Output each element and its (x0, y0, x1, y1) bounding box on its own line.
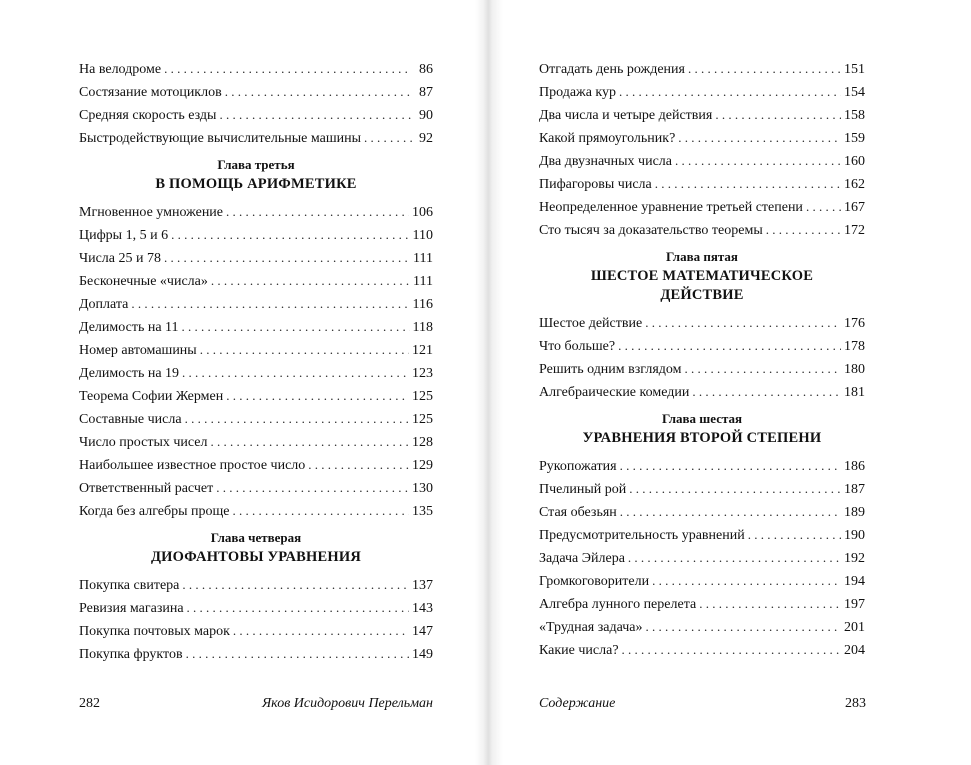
dot-leader (187, 596, 409, 620)
toc-entry (79, 453, 433, 476)
chapter-title-line: УРАВНЕНИЯ ВТОРОЙ СТЕПЕНИ (582, 430, 822, 446)
toc-entry (79, 223, 433, 246)
toc-entry (79, 126, 433, 149)
dot-leader (171, 223, 409, 247)
toc-entry-title: «Трудная задача» (539, 620, 643, 635)
dot-leader (618, 334, 841, 358)
dot-leader (619, 80, 841, 104)
toc-entry-page: 158 (844, 108, 865, 123)
toc-entry (79, 596, 433, 619)
toc-entry-page: 194 (844, 574, 865, 589)
left-page-number: 282 (79, 696, 100, 711)
toc-entry (79, 200, 433, 223)
toc-entry-title: Какие числа? (539, 643, 619, 658)
toc-entry (539, 218, 865, 241)
right-toc (539, 57, 865, 661)
chapter-label: Глава третья (217, 157, 295, 172)
right-page-number: 283 (845, 696, 866, 711)
dot-leader (216, 476, 409, 500)
toc-entry (539, 126, 865, 149)
toc-entry (539, 500, 865, 523)
chapter-title-line: ДИОФАНТОВЫ УРАВНЕНИЯ (150, 549, 362, 565)
toc-entry-page: 172 (844, 223, 865, 238)
toc-entry-title: Что больше? (539, 339, 616, 354)
toc-entry-title: Составные числа (79, 412, 182, 427)
dot-leader (131, 292, 409, 316)
toc-entry-page: 147 (412, 624, 433, 639)
running-head-section: Содержание (539, 696, 616, 711)
dot-leader (655, 172, 841, 196)
dot-leader (628, 546, 841, 570)
toc-entry-page: 90 (419, 108, 433, 123)
toc-entry-title: Неопределенное уравнение третьей степени (539, 200, 803, 215)
dot-leader (182, 315, 410, 339)
dot-leader (233, 499, 410, 523)
toc-entry (79, 573, 433, 596)
toc-entry-page: 201 (844, 620, 865, 635)
dot-leader (692, 380, 841, 404)
dot-leader (766, 218, 841, 242)
toc-entry-page: 125 (412, 389, 433, 404)
toc-entry (79, 499, 433, 522)
dot-leader (226, 384, 409, 408)
toc-entry (79, 103, 433, 126)
dot-leader (308, 453, 409, 477)
toc-entry-page: 111 (413, 251, 433, 266)
toc-entry-page: 125 (412, 412, 433, 427)
dot-leader (806, 195, 841, 219)
toc-entry-title: Пифагоровы числа (539, 177, 652, 192)
dot-leader (211, 430, 410, 454)
toc-entry-title: Громкоговорители (539, 574, 650, 589)
dot-leader (164, 57, 412, 81)
toc-entry-title: Какой прямоугольник? (539, 131, 676, 146)
chapter-title (79, 548, 433, 567)
dot-leader (684, 357, 841, 381)
toc-entry-page: 204 (844, 643, 865, 658)
toc-entry-page: 189 (844, 505, 865, 520)
toc-entry (539, 638, 865, 661)
toc-entry-title: Числа 25 и 78 (79, 251, 161, 266)
toc-entry (539, 172, 865, 195)
toc-entry (79, 269, 433, 292)
toc-entry (79, 57, 433, 80)
toc-entry (79, 619, 433, 642)
toc-entry (539, 357, 865, 380)
dot-leader (699, 592, 841, 616)
toc-entry (79, 642, 433, 665)
dot-leader (233, 619, 409, 643)
toc-entry (539, 311, 865, 334)
chapter-label: Глава пятая (666, 249, 738, 264)
toc-entry (539, 592, 865, 615)
toc-entry (79, 292, 433, 315)
toc-entry-page: 154 (844, 85, 865, 100)
dot-leader (200, 338, 409, 362)
toc-entry-page: 123 (412, 366, 433, 381)
chapter-title-line: ДЕЙСТВИЕ (660, 287, 744, 303)
toc-entry-page: 167 (844, 200, 865, 215)
toc-entry-page: 116 (412, 297, 433, 312)
left-page (0, 0, 485, 765)
toc-entry-title: Состязание мотоциклов (79, 85, 222, 100)
toc-entry (539, 546, 865, 569)
toc-entry-title: Делимость на 19 (79, 366, 180, 381)
left-toc (79, 57, 433, 665)
dot-leader (182, 573, 409, 597)
dot-leader (646, 615, 842, 639)
toc-entry-title: Доплата (79, 297, 129, 312)
toc-entry-title: Номер автомашины (79, 343, 197, 358)
dot-leader (629, 477, 841, 501)
toc-entry-page: 135 (412, 504, 433, 519)
toc-entry-page: 151 (844, 62, 865, 77)
toc-entry (539, 477, 865, 500)
dot-leader (226, 200, 409, 224)
toc-entry-title: Сто тысяч за доказательство теоремы (539, 223, 763, 238)
toc-entry-page: 190 (844, 528, 865, 543)
toc-entry-title: Шестое действие (539, 316, 643, 331)
toc-entry-page: 180 (844, 362, 865, 377)
dot-leader (620, 500, 841, 524)
dot-leader (219, 103, 412, 127)
dot-leader (182, 361, 409, 385)
toc-entry-title: Два двузначных числа (539, 154, 673, 169)
toc-entry-title: Средняя скорость езды (79, 108, 217, 123)
toc-entry-title: Отгадать день рождения (539, 62, 685, 77)
toc-entry (79, 338, 433, 361)
toc-entry-title: Бесконечные «числа» (79, 274, 208, 289)
dot-leader (225, 80, 412, 104)
toc-entry-title: Ответственный расчет (79, 481, 214, 496)
toc-entry (79, 407, 433, 430)
dot-leader (185, 407, 409, 431)
toc-entry-title: Покупка фруктов (79, 647, 183, 662)
toc-entry (539, 454, 865, 477)
toc-entry-title: Когда без алгебры проще (79, 504, 230, 519)
toc-entry-page: 128 (412, 435, 433, 450)
dot-leader (186, 642, 409, 666)
toc-entry (539, 149, 865, 172)
toc-entry-title: Предусмотрительность уравнений (539, 528, 745, 543)
toc-entry-page: 197 (844, 597, 865, 612)
toc-entry-page: 149 (412, 647, 433, 662)
chapter-title (79, 175, 433, 194)
running-head-author: Яков Исидорович Перельман (261, 696, 433, 711)
toc-entry-title: Алгебраические комедии (539, 385, 690, 400)
toc-entry-page: 181 (844, 385, 865, 400)
toc-entry (539, 195, 865, 218)
toc-entry (539, 615, 865, 638)
dot-leader (652, 569, 841, 593)
toc-entry-title: Покупка свитера (79, 578, 180, 593)
toc-entry-title: Продажа кур (539, 85, 617, 100)
toc-entry (539, 80, 865, 103)
toc-entry (79, 430, 433, 453)
dot-leader (688, 57, 841, 81)
dot-leader (645, 311, 841, 335)
toc-entry-title: Пчелиный рой (539, 482, 627, 497)
toc-entry-title: Рукопожатия (539, 459, 617, 474)
toc-entry (539, 523, 865, 546)
chapter-title (539, 267, 865, 305)
toc-entry-title: Решить одним взглядом (539, 362, 682, 377)
chapter-label: Глава шестая (661, 411, 743, 426)
toc-entry-title: Задача Эйлера (539, 551, 625, 566)
toc-entry-page: 92 (419, 131, 433, 146)
toc-entry-page: 118 (412, 320, 433, 335)
toc-entry-page: 87 (419, 85, 433, 100)
toc-entry (79, 476, 433, 499)
dot-leader (164, 246, 410, 270)
toc-entry-title: Быстродействующие вычислительные машины (79, 131, 361, 146)
toc-entry-page: 159 (844, 131, 865, 146)
toc-entry-page: 86 (419, 62, 433, 77)
toc-entry-page: 129 (412, 458, 433, 473)
toc-entry-title: Стая обезьян (539, 505, 617, 520)
dot-leader (748, 523, 841, 547)
toc-entry-title: Покупка почтовых марок (79, 624, 230, 639)
toc-entry-title: Ревизия магазина (79, 601, 184, 616)
toc-entry-page: 192 (844, 551, 865, 566)
dot-leader (715, 103, 841, 127)
toc-entry-title: Число простых чисел (79, 435, 208, 450)
toc-entry-page: 110 (412, 228, 433, 243)
toc-entry (79, 361, 433, 384)
toc-entry (539, 380, 865, 403)
dot-leader (211, 269, 410, 293)
toc-entry (79, 315, 433, 338)
toc-entry-page: 137 (412, 578, 433, 593)
chapter-title-line: В ПОМОЩЬ АРИФМЕТИКЕ (155, 176, 357, 192)
toc-entry-page: 178 (844, 339, 865, 354)
toc-entry-page: 121 (412, 343, 433, 358)
toc-entry-title: На велодроме (79, 62, 162, 77)
dot-leader (620, 454, 841, 478)
toc-entry-page: 111 (413, 274, 433, 289)
toc-entry (79, 384, 433, 407)
toc-entry-page: 106 (412, 205, 433, 220)
toc-entry-page: 187 (844, 482, 865, 497)
right-page (486, 0, 971, 765)
dot-leader (678, 126, 841, 150)
toc-entry-title: Два числа и четыре действия (539, 108, 713, 123)
toc-entry (79, 246, 433, 269)
toc-entry-title: Теорема Софии Жермен (79, 389, 224, 404)
toc-entry-title: Мгновенное умножение (79, 205, 224, 220)
toc-entry-title: Алгебра лунного перелета (539, 597, 697, 612)
toc-entry-page: 160 (844, 154, 865, 169)
toc-entry (539, 57, 865, 80)
toc-entry-page: 143 (412, 601, 433, 616)
chapter-label: Глава четверая (210, 530, 302, 545)
dot-leader (622, 638, 841, 662)
toc-entry-title: Наибольшее известное простое число (79, 458, 306, 473)
dot-leader (364, 126, 412, 150)
toc-entry-page: 130 (412, 481, 433, 496)
chapter-title-line: ШЕСТОЕ МАТЕМАТИЧЕСКОЕ (590, 268, 814, 284)
chapter-title (539, 429, 865, 448)
toc-entry-page: 176 (844, 316, 865, 331)
toc-entry-title: Цифры 1, 5 и 6 (79, 228, 169, 243)
toc-entry (539, 569, 865, 592)
toc-entry (79, 80, 433, 103)
dot-leader (675, 149, 841, 173)
toc-entry-page: 186 (844, 459, 865, 474)
toc-entry-title: Делимость на 11 (79, 320, 179, 335)
toc-entry (539, 103, 865, 126)
toc-entry (539, 334, 865, 357)
toc-entry-page: 162 (844, 177, 865, 192)
